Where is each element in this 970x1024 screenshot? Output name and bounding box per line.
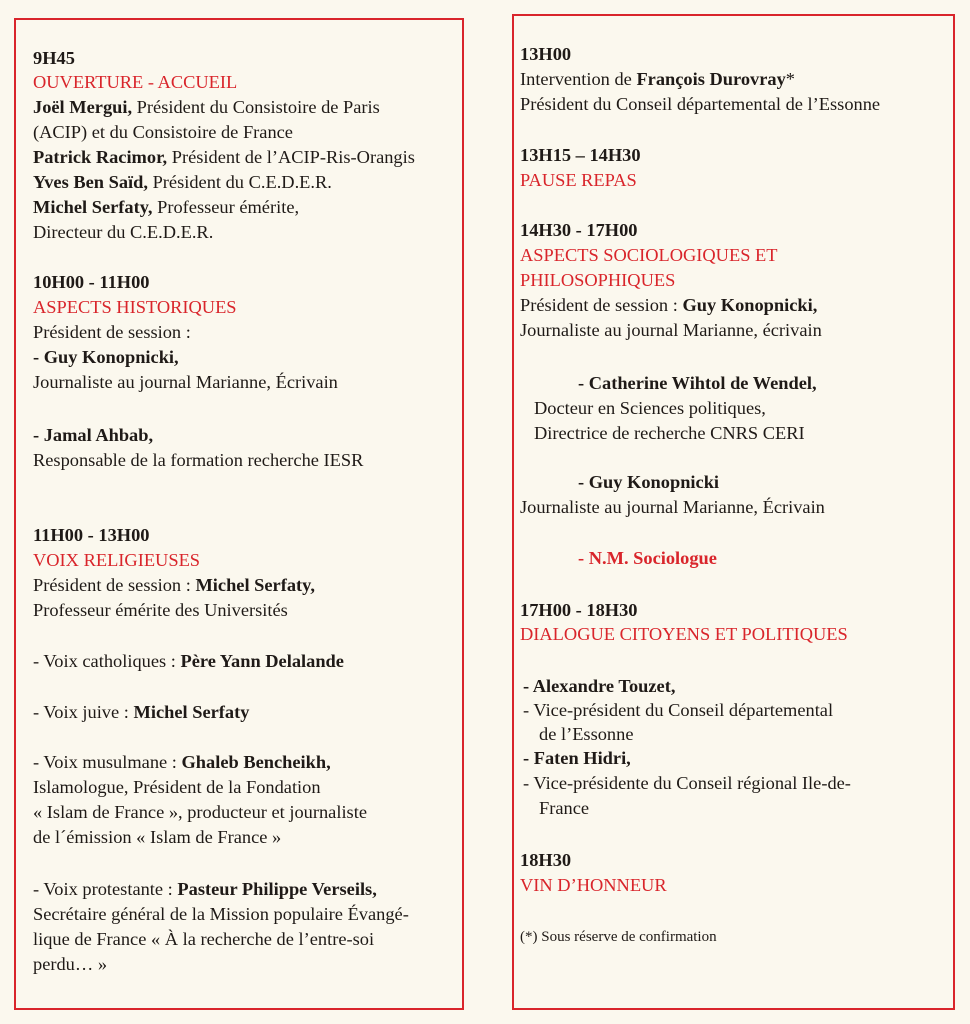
- speaker-line: [520, 67, 795, 91]
- speaker-role: Président du C.E.D.E.R.: [147, 172, 332, 192]
- speaker-line: [33, 195, 299, 219]
- session-title: OUVERTURE - ACCUEIL: [33, 72, 238, 92]
- speaker-name: Patrick Racimor,: [33, 147, 168, 167]
- speaker-role: - Voix juive :: [33, 702, 134, 722]
- speaker-line: [520, 293, 817, 317]
- text-line: Docteur en Sciences politiques,: [534, 398, 766, 418]
- text-line: Professeur émérite des Universités: [33, 600, 288, 620]
- text-line: (ACIP) et du Consistoire de France: [33, 122, 293, 142]
- session-title: DIALOGUE CITOYENS ET POLITIQUES: [520, 624, 848, 644]
- speaker-name: Michel Serfaty,: [195, 575, 315, 595]
- text-line: lique de France « À la recherche de l’entre-soi: [33, 929, 375, 949]
- text-line: de l´émission « Islam de France »: [33, 827, 282, 847]
- session-time: 11H00 - 13H00: [33, 525, 150, 545]
- session-title-cont: PHILOSOPHIQUES: [520, 270, 676, 290]
- session-time: 13H15 – 14H30: [520, 145, 641, 165]
- session-time: 13H00: [520, 44, 572, 64]
- session-time: 14H30 - 17H00: [520, 220, 638, 240]
- speaker-name: - Alexandre Touzet,: [523, 676, 676, 696]
- session-time: 10H00 - 11H00: [33, 272, 150, 292]
- speaker-role: Président de session :: [33, 575, 196, 595]
- speaker-role: Président du Consistoire de Paris: [132, 97, 380, 117]
- text-line: Responsable de la formation recherche IESR: [33, 450, 364, 470]
- text-line: Directeur du C.E.D.E.R.: [33, 222, 214, 242]
- speaker-name: - Jamal Ahbab,: [33, 425, 154, 445]
- speaker-role: - Voix protestante :: [33, 879, 178, 899]
- session-title: ASPECTS HISTORIQUES: [33, 297, 237, 317]
- footnote: (*) Sous réserve de confirmation: [520, 929, 717, 945]
- speaker-name: - N.M. Sociologue: [578, 548, 717, 568]
- text-line: de l’Essonne: [539, 724, 634, 744]
- speaker-name: Joël Mergui,: [33, 97, 133, 117]
- speaker-name: Ghaleb Bencheikh,: [181, 752, 331, 772]
- speaker-role: - Voix catholiques :: [33, 651, 181, 671]
- session-time: 18H30: [520, 850, 572, 870]
- speaker-line: [33, 750, 331, 774]
- speaker-name: François Durovray: [636, 69, 786, 89]
- speaker-line: [33, 145, 415, 169]
- text-line: « Islam de France », producteur et journaliste: [33, 802, 367, 822]
- session-title: VOIX RELIGIEUSES: [33, 550, 201, 570]
- session-time: 17H00 - 18H30: [520, 600, 638, 620]
- speaker-line: [33, 170, 332, 194]
- speaker-name: Michel Serfaty,: [33, 197, 153, 217]
- speaker-role: Professeur émérite,: [152, 197, 300, 217]
- session-title: PAUSE REPAS: [520, 170, 637, 190]
- footnote-mark: *: [785, 69, 795, 89]
- speaker-name: Yves Ben Saïd,: [33, 172, 148, 192]
- speaker-name: Pasteur Philippe Verseils,: [177, 879, 377, 899]
- text-line: perdu… »: [33, 954, 108, 974]
- speaker-role: Intervention de: [520, 69, 637, 89]
- speaker-name: - Faten Hidri,: [523, 748, 631, 768]
- text-line: Directrice de recherche CNRS CERI: [534, 423, 805, 443]
- speaker-line: [33, 649, 344, 673]
- speaker-name: - Guy Konopnicki: [578, 472, 720, 492]
- speaker-role: Président de l’ACIP-Ris-Orangis: [167, 147, 415, 167]
- speaker-line: [33, 95, 380, 119]
- speaker-role: - Voix musulmane :: [33, 752, 182, 772]
- text-line: France: [539, 798, 590, 818]
- session-title: VIN D’HONNEUR: [520, 875, 667, 895]
- speaker-line: [33, 700, 249, 724]
- text-line: Journaliste au journal Marianne, Écrivain: [33, 372, 338, 392]
- text-line: Journaliste au journal Marianne, Écrivain: [520, 497, 825, 517]
- speaker-name: - Guy Konopnicki,: [33, 347, 179, 367]
- speaker-role: Président de session :: [520, 295, 683, 315]
- speaker-name: Michel Serfaty: [133, 702, 250, 722]
- text-line: Président du Conseil départemental de l’Essonne: [520, 94, 881, 114]
- speaker-name: - Catherine Wihtol de Wendel,: [578, 373, 817, 393]
- text-line: Secrétaire général de la Mission populaire Évangé-: [33, 904, 409, 924]
- text-line: Islamologue, Président de la Fondation: [33, 777, 321, 797]
- speaker-line: [33, 573, 315, 597]
- session-time: 9H45: [33, 48, 75, 68]
- speaker-name: Père Yann Delalande: [180, 651, 344, 671]
- text-line: Journaliste au journal Marianne, écrivain: [520, 320, 822, 340]
- text-line: - Vice-présidente du Conseil régional Ile-de-: [523, 773, 851, 793]
- text-line: Président de session :: [33, 322, 191, 342]
- session-title: ASPECTS SOCIOLOGIQUES ET: [520, 245, 778, 265]
- speaker-line: [33, 877, 377, 901]
- speaker-name: Guy Konopnicki,: [682, 295, 818, 315]
- text-line: - Vice-président du Conseil départemental: [523, 700, 834, 720]
